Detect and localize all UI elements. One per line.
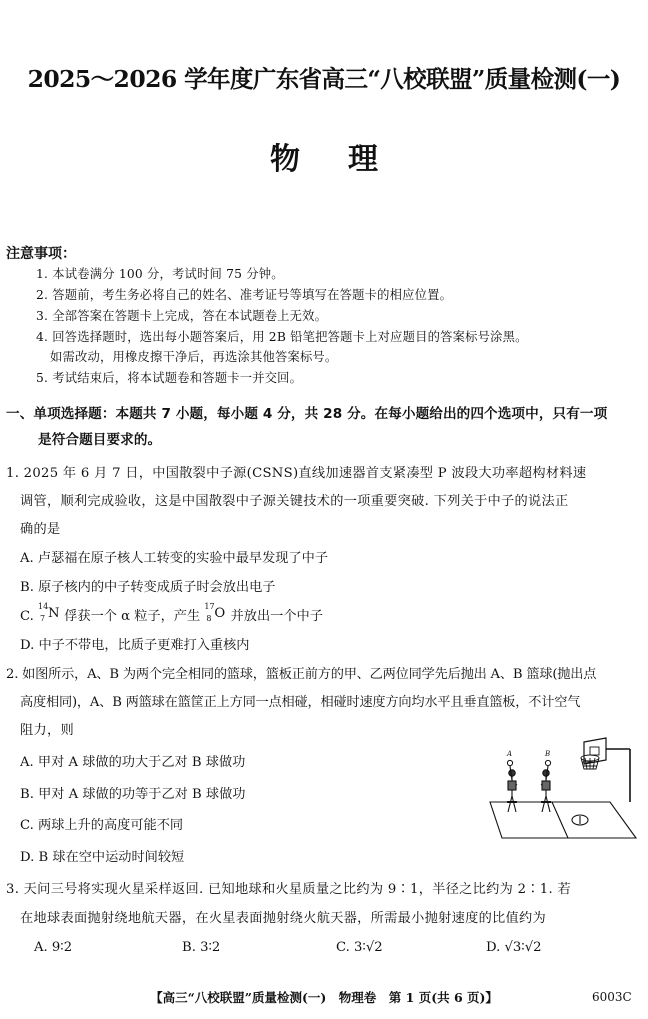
- student-jia: [507, 766, 517, 812]
- section-heading: 一、单项选择题：本题共 7 小题，每小题 4 分，共 28 分。在每小题给出的四个选项中，只有一项: [6, 406, 608, 422]
- question-1-stem: 1. 2025 年 6 月 7 日，中国散裂中子源(CSNS)直线加速器首支紧凑型 P 波段大功率超构材料速: [6, 466, 587, 481]
- notice-item: 3. 全部答案在答题卡上完成，答在本试题卷上无效。: [36, 309, 328, 323]
- notice-heading: 注意事项：: [6, 246, 76, 262]
- page-footer: 【高三“八校联盟”质量检测(一) 物理卷 第 1 页(共 6 页)】: [150, 990, 498, 1005]
- q1-option-c-suffix: 并放出一个中子: [226, 609, 323, 624]
- label-ball-b: B: [545, 750, 551, 758]
- q1-option-d: D. 中子不带电，比质子更难打入重核内: [20, 638, 250, 653]
- q1-option-c-prefix: C.: [20, 609, 39, 624]
- q3-option-a: A. 9∶2: [34, 940, 73, 955]
- question-2-stem: 2. 如图所示，A、B 为两个完全相同的篮球，篮板正前方的甲、乙两位同学先后抛出 A、B 篮球(抛出点: [6, 667, 597, 682]
- subject-title: 物理: [270, 142, 426, 177]
- q1-option-c-mid: 俘获一个 α 粒子，产生: [60, 609, 205, 624]
- paper-code: 6003C: [592, 990, 632, 1004]
- notice-item: 如需改动，用橡皮擦干净后，再选涂其他答案标号。: [50, 350, 338, 364]
- nuclide-n14: 14 7 N: [38, 602, 60, 623]
- balls: [507, 760, 550, 765]
- label-ball-a: A: [507, 750, 513, 758]
- q2-option-b: B. 甲对 A 球做的功等于乙对 B 球做功: [20, 787, 246, 802]
- q1-option-c: [20, 602, 323, 624]
- notice-item: 4. 回答选择题时，选出每小题答案后，用 2B 铅笔把答题卡上对应题目的答案标号涂黑。: [36, 330, 528, 344]
- exam-title: 2025～2026 学年度广东省高三“八校联盟”质量检测(一): [27, 65, 621, 93]
- student-yi: [541, 766, 551, 812]
- q3-option-b: B. 3∶2: [182, 940, 221, 955]
- q2-option-a: A. 甲对 A 球做的功大于乙对 B 球做功: [20, 755, 246, 770]
- notice-item: 2. 答题前，考生务必将自己的姓名、准考证号等填写在答题卡的相应位置。: [36, 288, 453, 302]
- q1-option-a: A. 卢瑟福在原子核人工转变的实验中最早发现了中子: [20, 551, 329, 566]
- question-2-stem: 阻力，则: [20, 723, 74, 738]
- q1-option-b: B. 原子核内的中子转变成质子时会放出电子: [20, 580, 276, 595]
- q3-option-d: D. √3∶√2: [486, 940, 542, 955]
- basketball-figure: [480, 736, 640, 848]
- nuclide-o17: 17 8 O: [204, 602, 226, 623]
- section-heading-cont: 是符合题目要求的。: [38, 432, 162, 448]
- q2-option-d: D. B 球在空中运动时间较短: [20, 850, 185, 865]
- question-3-stem: 在地球表面抛射绕地航天器，在火星表面抛射绕火航天器，所需最小抛射速度的比值约为: [20, 911, 547, 926]
- question-2-stem: 高度相同)，A、B 两篮球在篮筐正上方同一点相碰，相碰时速度方向均水平且垂直篮板，不计空气: [20, 695, 581, 710]
- q3-option-c: C. 3∶√2: [336, 940, 383, 955]
- question-1-stem: 确的是: [20, 522, 61, 537]
- question-3-stem: 3. 天问三号将实现火星采样返回. 已知地球和火星质量之比约为 9∶1，半径之比约为 2∶1. 若: [6, 882, 571, 897]
- court-floor: [490, 802, 636, 838]
- question-1-stem: 调管，顺利完成验收，这是中国散裂中子源关键技术的一项重要突破. 下列关于中子的说法正: [20, 494, 569, 509]
- q2-option-c: C. 两球上升的高度可能不同: [20, 818, 184, 833]
- notice-item: 1. 本试卷满分 100 分，考试时间 75 分钟。: [36, 267, 284, 281]
- notice-item: 5. 考试结束后，将本试题卷和答题卡一并交回。: [36, 371, 303, 385]
- backboard: [584, 738, 630, 802]
